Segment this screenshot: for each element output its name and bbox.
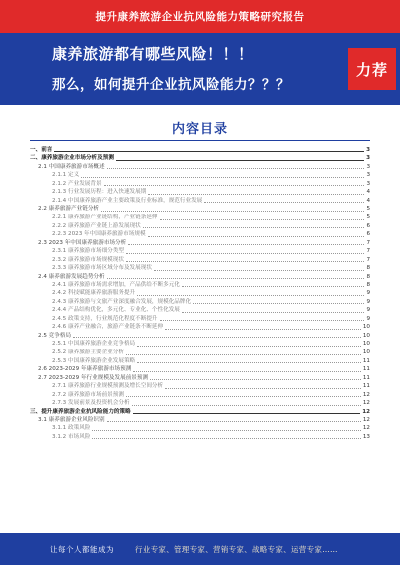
toc-leader-dots xyxy=(182,312,365,313)
toc-entry[interactable] xyxy=(30,247,370,255)
toc-entry[interactable] xyxy=(30,424,370,432)
toc-entry[interactable] xyxy=(30,264,370,272)
toc-leader-dots xyxy=(150,379,361,380)
toc-entry-text: 2.4.6 康养产业融合，旅游产业链条不断延伸 xyxy=(52,324,164,331)
toc-page-number: 3 xyxy=(366,180,370,187)
toc-leader-dots xyxy=(182,286,365,287)
toc-entry-text: 三、提升康养旅游企业抗风险能力的策略 xyxy=(30,408,131,415)
toc-entry[interactable] xyxy=(30,399,370,407)
toc-entry-text: 3.1.1 政策风险 xyxy=(52,425,91,432)
toc-entry[interactable] xyxy=(30,315,370,323)
toc-leader-dots xyxy=(132,405,361,406)
toc-leader-dots xyxy=(148,236,365,237)
toc-entry[interactable] xyxy=(30,197,370,205)
toc-leader-dots xyxy=(107,421,361,422)
toc-entry[interactable] xyxy=(30,289,370,297)
toc-entry-text: 二、康养旅游企业市场分析及预测 xyxy=(30,155,114,162)
footer-banner xyxy=(0,533,400,565)
report-title: 提升康养旅游企业抗风险能力策略研究报告 xyxy=(95,11,305,23)
toc-page-number: 10 xyxy=(362,324,370,331)
toc-leader-dots xyxy=(137,346,361,347)
toc-page-number: 4 xyxy=(366,189,370,196)
toc-page-number: 5 xyxy=(366,206,370,213)
toc-entry-text: 2.2.1 康养旅游产业链结构，产业链条延伸 xyxy=(52,214,158,221)
toc-entry-text: 2.5.3 中国康养旅游企业发展策略 xyxy=(52,357,136,364)
toc-entry[interactable] xyxy=(30,349,370,357)
toc-entry[interactable] xyxy=(30,256,370,264)
toc-entry-text: 2.2.2 康养旅游产业链上游发展现状 xyxy=(52,222,141,229)
toc-entry[interactable] xyxy=(30,180,370,188)
toc-entry[interactable] xyxy=(30,154,370,162)
toc-entry[interactable] xyxy=(30,146,370,154)
toc-leader-dots xyxy=(73,337,361,338)
toc-entry[interactable] xyxy=(30,391,370,399)
toc-entry-text: 2.3 2023 年中国康养旅游市场分析 xyxy=(38,239,127,246)
toc-entry[interactable] xyxy=(30,214,370,222)
banner-question: 那么，如何提升企业抗风险能力？？？ xyxy=(52,77,290,93)
toc-entry-text: 2.4 康养旅游发展趋势分析 xyxy=(38,273,105,280)
toc-entry-text: 2.3.1 康养旅游市场细分类型 xyxy=(52,248,124,255)
toc-page-number: 9 xyxy=(366,290,370,297)
toc-leader-dots xyxy=(107,168,365,169)
toc-entry[interactable] xyxy=(30,323,370,331)
toc-entry-text: 一、前言 xyxy=(30,146,53,153)
toc-leader-dots xyxy=(128,244,364,245)
toc-leader-dots xyxy=(101,211,364,212)
hero-banner xyxy=(0,33,400,105)
toc-entry-text: 2.5.2 康养旅游主要企业分析 xyxy=(52,349,124,356)
toc-page-number: 10 xyxy=(362,341,370,348)
toc-entry-text: 2.2.3 2023 年中国康养旅游市场规模 xyxy=(52,231,146,238)
toc-page-number: 12 xyxy=(362,425,370,432)
table-of-contents xyxy=(30,146,370,441)
toc-leader-dots xyxy=(137,362,361,363)
toc-entry[interactable] xyxy=(30,382,370,390)
toc-entry-text: 2.7.3 发展前景及投资机会分析 xyxy=(52,400,130,407)
toc-page-number: 3 xyxy=(366,146,370,153)
footer-slogan: 让每个人都能成为 xyxy=(50,545,114,554)
toc-page-number: 10 xyxy=(362,332,370,339)
toc-entry-text: 2.5.1 中国康养旅游企业竞争格局 xyxy=(52,341,136,348)
toc-page-number: 12 xyxy=(362,408,370,415)
toc-entry-text: 2.7 2023-2029 年行业规模及发展前景预测 xyxy=(38,374,149,381)
toc-page-number: 4 xyxy=(366,197,370,204)
toc-leader-dots xyxy=(126,396,361,397)
toc-leader-dots xyxy=(104,185,365,186)
toc-entry-text: 2.4.2 科技赋能康养旅游服务提升 xyxy=(52,290,136,297)
toc-entry[interactable] xyxy=(30,374,370,382)
toc-entry[interactable] xyxy=(30,340,370,348)
toc-page-number: 7 xyxy=(366,256,370,263)
toc-leader-dots xyxy=(116,160,364,161)
toc-leader-dots xyxy=(137,295,364,296)
toc-entry-text: 2.6 2023-2029 年康养旅游市场预测 xyxy=(38,366,132,373)
toc-page-number: 9 xyxy=(366,315,370,322)
toc-leader-dots xyxy=(148,194,364,195)
toc-entry-text: 2.4.5 政策支持，行业规范化程度不断提升 xyxy=(52,315,158,322)
toc-leader-dots xyxy=(81,177,364,178)
toc-entry-text: 2.2 康养旅游产业链分析 xyxy=(38,206,100,213)
toc-entry-text: 3.1 康养旅游企业风险识别 xyxy=(38,416,105,423)
toc-entry-text: 2.3.3 康养旅游市场区域分布及发展现状 xyxy=(52,265,152,272)
toc-entry[interactable] xyxy=(30,188,370,196)
banner-headline: 康养旅游都有哪些风险！！！ xyxy=(52,45,254,63)
toc-leader-dots xyxy=(126,354,361,355)
toc-page-number: 5 xyxy=(366,214,370,221)
toc-leader-dots xyxy=(126,261,364,262)
toc-entry[interactable] xyxy=(30,171,370,179)
toc-divider xyxy=(30,140,370,141)
toc-page-number: 7 xyxy=(366,239,370,246)
toc-leader-dots xyxy=(160,320,365,321)
toc-entry[interactable] xyxy=(30,273,370,281)
toc-entry[interactable] xyxy=(30,205,370,213)
toc-entry-text: 2.4.1 康养旅游市场需求增加，产品供给不断多元化 xyxy=(52,281,180,288)
toc-leader-dots xyxy=(204,202,364,203)
toc-page-number: 7 xyxy=(366,248,370,255)
toc-title: 内容目录 xyxy=(171,122,228,137)
toc-page-number: 10 xyxy=(362,349,370,356)
toc-entry-text: 2.4.3 康养旅游与文旅产业深度融合发展，规模化品牌化 xyxy=(52,298,192,305)
toc-leader-dots xyxy=(165,388,361,389)
toc-entry[interactable] xyxy=(30,416,370,424)
toc-entry[interactable] xyxy=(30,281,370,289)
toc-page-number: 11 xyxy=(362,366,370,373)
toc-page-number: 6 xyxy=(366,231,370,238)
toc-page-number: 6 xyxy=(366,222,370,229)
toc-entry-text: 2.1.3 行业发展历程：进入快速发展期 xyxy=(52,189,147,196)
toc-page-number: 3 xyxy=(366,155,370,162)
toc-entry-text: 2.3.2 康养旅游市场规模现状 xyxy=(52,256,124,263)
toc-leader-dots xyxy=(54,151,364,152)
toc-entry-text: 2.1.2 产业发展背景 xyxy=(52,180,102,187)
toc-entry[interactable] xyxy=(30,433,370,441)
toc-entry[interactable] xyxy=(30,222,370,230)
toc-entry[interactable] xyxy=(30,408,370,416)
toc-leader-dots xyxy=(143,227,365,228)
toc-entry[interactable] xyxy=(30,230,370,238)
toc-entry[interactable] xyxy=(30,163,370,171)
toc-page-number: 3 xyxy=(366,163,370,170)
toc-page-number: 8 xyxy=(366,281,370,288)
footer-roles: 行业专家、管理专家、营销专家、战略专家、运营专家…… xyxy=(135,545,338,554)
toc-leader-dots xyxy=(133,413,361,414)
toc-page-number: 12 xyxy=(362,391,370,398)
recommend-stamp: 力荐 xyxy=(348,48,396,90)
toc-entry[interactable] xyxy=(30,298,370,306)
toc-entry[interactable] xyxy=(30,357,370,365)
toc-page-number: 13 xyxy=(362,433,370,440)
toc-page-number: 11 xyxy=(362,357,370,364)
toc-entry-text: 2.7.1 康养旅游行业规模预测及增长空间分析 xyxy=(52,383,164,390)
toc-entry-text: 2.5 竞争格局 xyxy=(38,332,72,339)
toc-page-number: 11 xyxy=(362,374,370,381)
toc-entry-text: 2.1 中国康养旅游市场概述 xyxy=(38,163,105,170)
toc-page-number: 8 xyxy=(366,273,370,280)
toc-leader-dots xyxy=(126,253,364,254)
toc-leader-dots xyxy=(107,278,365,279)
toc-leader-dots xyxy=(92,438,360,439)
toc-entry-text: 3.1.2 市场风险 xyxy=(52,433,91,440)
report-title-bar xyxy=(0,0,400,33)
toc-entry[interactable] xyxy=(30,332,370,340)
toc-page-number: 3 xyxy=(366,172,370,179)
toc-page-number: 11 xyxy=(362,383,370,390)
toc-page-number: 9 xyxy=(366,298,370,305)
toc-page-number: 12 xyxy=(362,400,370,407)
toc-entry[interactable] xyxy=(30,365,370,373)
toc-entry[interactable] xyxy=(30,239,370,247)
toc-leader-dots xyxy=(92,430,360,431)
toc-page-number: 12 xyxy=(362,416,370,423)
toc-entry-text: 2.7.2 康养旅游市场前景预测 xyxy=(52,391,124,398)
toc-leader-dots xyxy=(193,303,364,304)
toc-leader-dots xyxy=(160,219,365,220)
toc-entry-text: 2.1.4 中国康养旅游产业主要政策及行业标准，规范行业发展 xyxy=(52,197,203,204)
toc-leader-dots xyxy=(133,371,361,372)
toc-entry-text: 2.4.4 产品结构优化，多元化、专业化、个性化发展 xyxy=(52,307,180,314)
toc-page-number: 8 xyxy=(366,265,370,272)
toc-entry[interactable] xyxy=(30,306,370,314)
toc-leader-dots xyxy=(154,270,365,271)
toc-page-number: 9 xyxy=(366,307,370,314)
toc-leader-dots xyxy=(165,329,361,330)
toc-entry-text: 2.1.1 定义 xyxy=(52,172,80,179)
